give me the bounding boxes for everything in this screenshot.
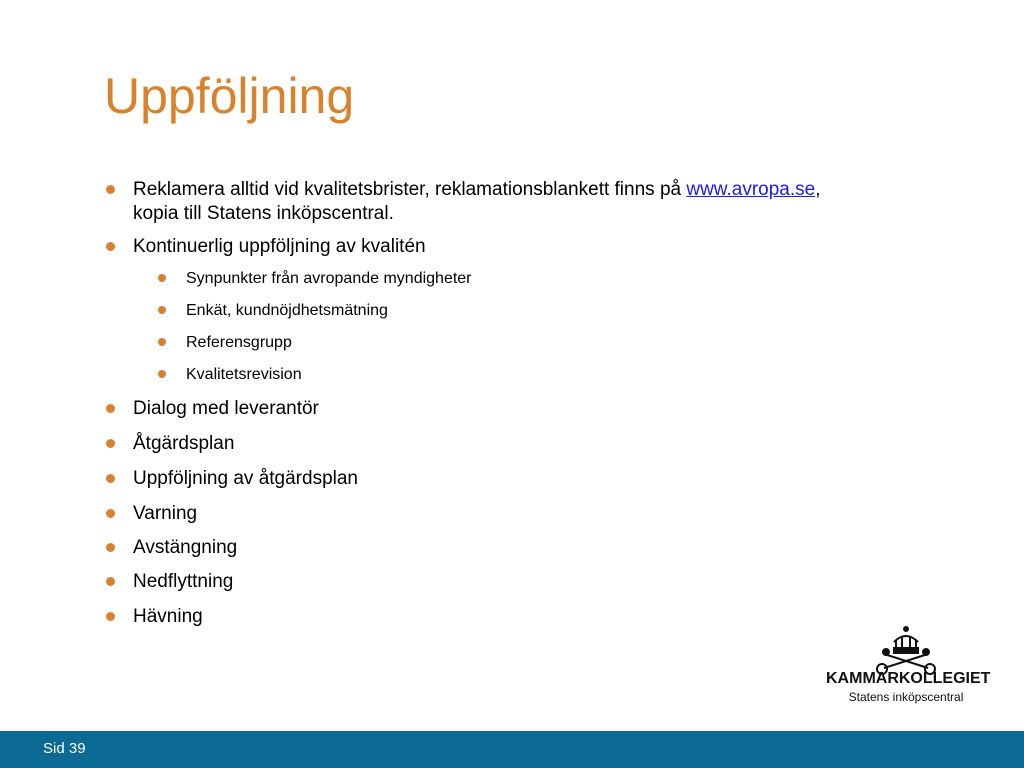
sub-bullet-dot-icon <box>158 370 166 378</box>
sub-bullet-dot-icon <box>158 274 166 282</box>
logo-subtitle: Statens inköpscentral <box>848 690 964 704</box>
bullet-dot-icon <box>106 439 115 448</box>
bullet-item-reklamera <box>106 178 926 226</box>
bullet-text: Uppföljning av åtgärdsplan <box>133 468 358 489</box>
sub-bullet-dot-icon <box>158 306 166 314</box>
sub-bullet-item-enkat <box>106 301 926 321</box>
slide-title: Uppföljning <box>104 68 355 124</box>
footer-bar <box>0 731 1024 768</box>
sub-bullet-dot-icon <box>158 338 166 346</box>
bullet-text: Dialog med leverantör <box>133 398 319 419</box>
bullet-item-avstangning <box>106 536 926 560</box>
sub-bullet-item-synpunkter <box>106 269 926 289</box>
bullet-text: Nedflyttning <box>133 571 234 592</box>
bullet-text: Kontinuerlig uppföljning av kvalitén <box>133 236 426 257</box>
bullet-text: Reklamera alltid vid kvalitetsbrister, reklamationsblankett finns på www.avropa.se, <box>133 179 821 200</box>
sub-bullet-text: Kvalitetsrevision <box>186 366 302 383</box>
bullet-item-nedflyttning <box>106 570 926 594</box>
sub-bullet-item-referensgrupp <box>106 333 926 353</box>
bullet-item-varning <box>106 502 926 526</box>
bullet-dot-icon <box>106 577 115 586</box>
avropa-link[interactable]: www.avropa.se <box>686 179 816 200</box>
bullet-dot-icon <box>106 543 115 552</box>
bullet-dot-icon <box>106 242 115 251</box>
bullet-item-dialog <box>106 397 926 421</box>
bullet-text: Varning <box>133 503 198 524</box>
bullet-text-line2: kopia till Statens inköpscentral. <box>133 203 394 224</box>
bullet-dot-icon <box>106 474 115 483</box>
bullet-text: Hävning <box>133 606 203 627</box>
bullet-text: Åtgärdsplan <box>133 433 235 454</box>
sub-bullet-item-kvalitetsrevision <box>106 365 926 385</box>
sub-bullet-text: Referensgrupp <box>186 334 292 351</box>
bullet-text: Avstängning <box>133 537 238 558</box>
bullet-item-uppfoljning-atgardsplan <box>106 467 926 491</box>
bullet-item-atgardsplan <box>106 432 926 456</box>
sub-bullet-text: Enkät, kundnöjdhetsmätning <box>186 302 388 319</box>
bullet-dot-icon <box>106 404 115 413</box>
bullet-item-havning <box>106 605 926 629</box>
sub-bullet-text: Synpunkter från avropande myndigheter <box>186 270 472 287</box>
bullet-item-kontinuerlig <box>106 235 926 259</box>
bullet-dot-icon <box>106 185 115 194</box>
logo-wordmark: KAMMARKOLLEGIET <box>826 670 991 687</box>
bullet-dot-icon <box>106 509 115 518</box>
page-number: Sid 39 <box>43 740 86 757</box>
bullet-dot-icon <box>106 612 115 621</box>
